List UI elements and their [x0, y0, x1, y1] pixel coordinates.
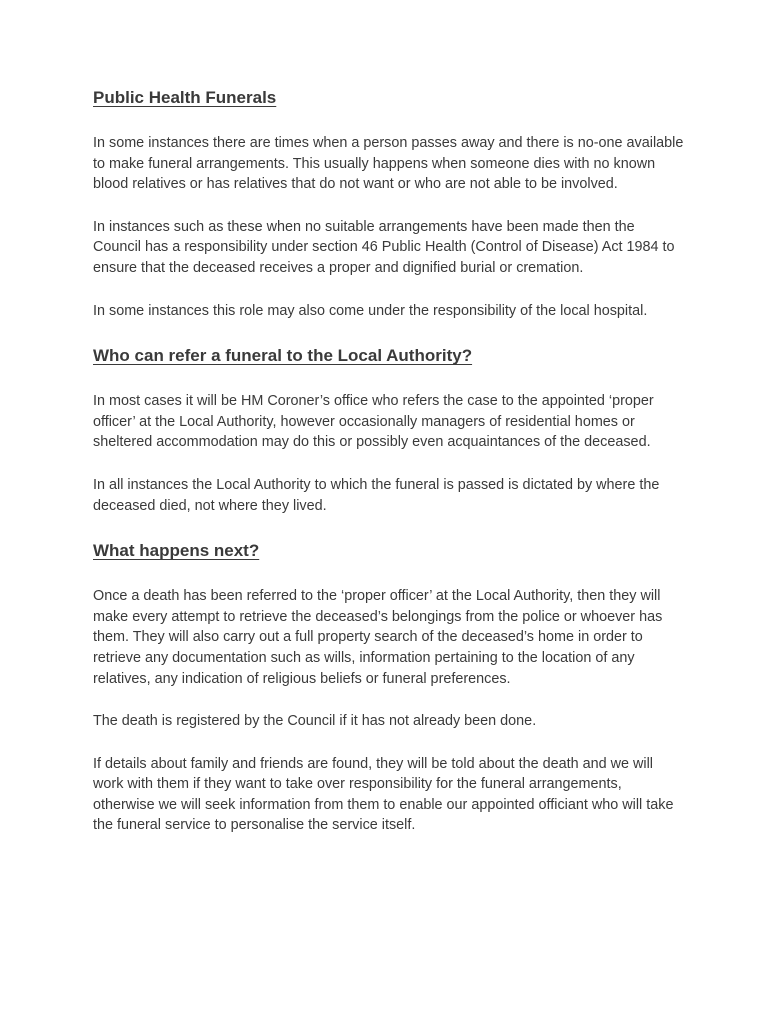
- who-can-refer-paragraph-1: In most cases it will be HM Coroner’s office who refers the case to the appointed ‘proper officer’ at the Local Authority, however occasionally managers of residential homes or sheltered accommodation may do this or possibly even acquaintances of the deceased.: [93, 393, 654, 451]
- intro-paragraph-3: In some instances this role may also come under the responsibility of the local hospital.: [93, 302, 648, 319]
- intro-paragraph-1: In some instances there are times when a person passes away and there is no-one available to make funeral arrangements. This usually happens when someone dies with no known blood relatives or has relatives that do not want or who are not able to be involved.: [93, 135, 684, 193]
- section-heading-what-happens-next: What happens next?: [93, 541, 260, 561]
- who-can-refer-paragraph-2: In all instances the Local Authority to which the funeral is passed is dictated by where the deceased died, not where they lived.: [93, 476, 660, 514]
- what-happens-next-paragraph-3: If details about family and friends are found, they will be told about the death and we will work with them if they want to take over responsibility for the funeral arrangements, otherwise we will seek information from them to enable our appointed officiant who will take the funeral service to personalise the service itself.: [93, 755, 674, 834]
- what-happens-next-paragraph-2: The death is registered by the Council if it has not already been done.: [93, 713, 537, 730]
- page-title: Public Health Funerals: [93, 88, 277, 107]
- section-heading-who-can-refer: Who can refer a funeral to the Local Authority?: [93, 346, 473, 366]
- what-happens-next-paragraph-1: Once a death has been referred to the ‘proper officer’ at the Local Authority, then they will make every attempt to retrieve the deceased’s belongings from the police or whoever has them. They will also carry out a full property search of the deceased’s home in order to retrieve any documentation such as wills, information pertaining to the location of any relatives, any indication of religious beliefs or funeral preferences.: [93, 588, 663, 687]
- intro-paragraph-2: In instances such as these when no suitable arrangements have been made then the Council has a responsibility under section 46 Public Health (Control of Disease) Act 1984 to ensure that the deceased receives a proper and dignified burial or cremation.: [93, 218, 675, 276]
- document-page: [93, 87, 685, 836]
